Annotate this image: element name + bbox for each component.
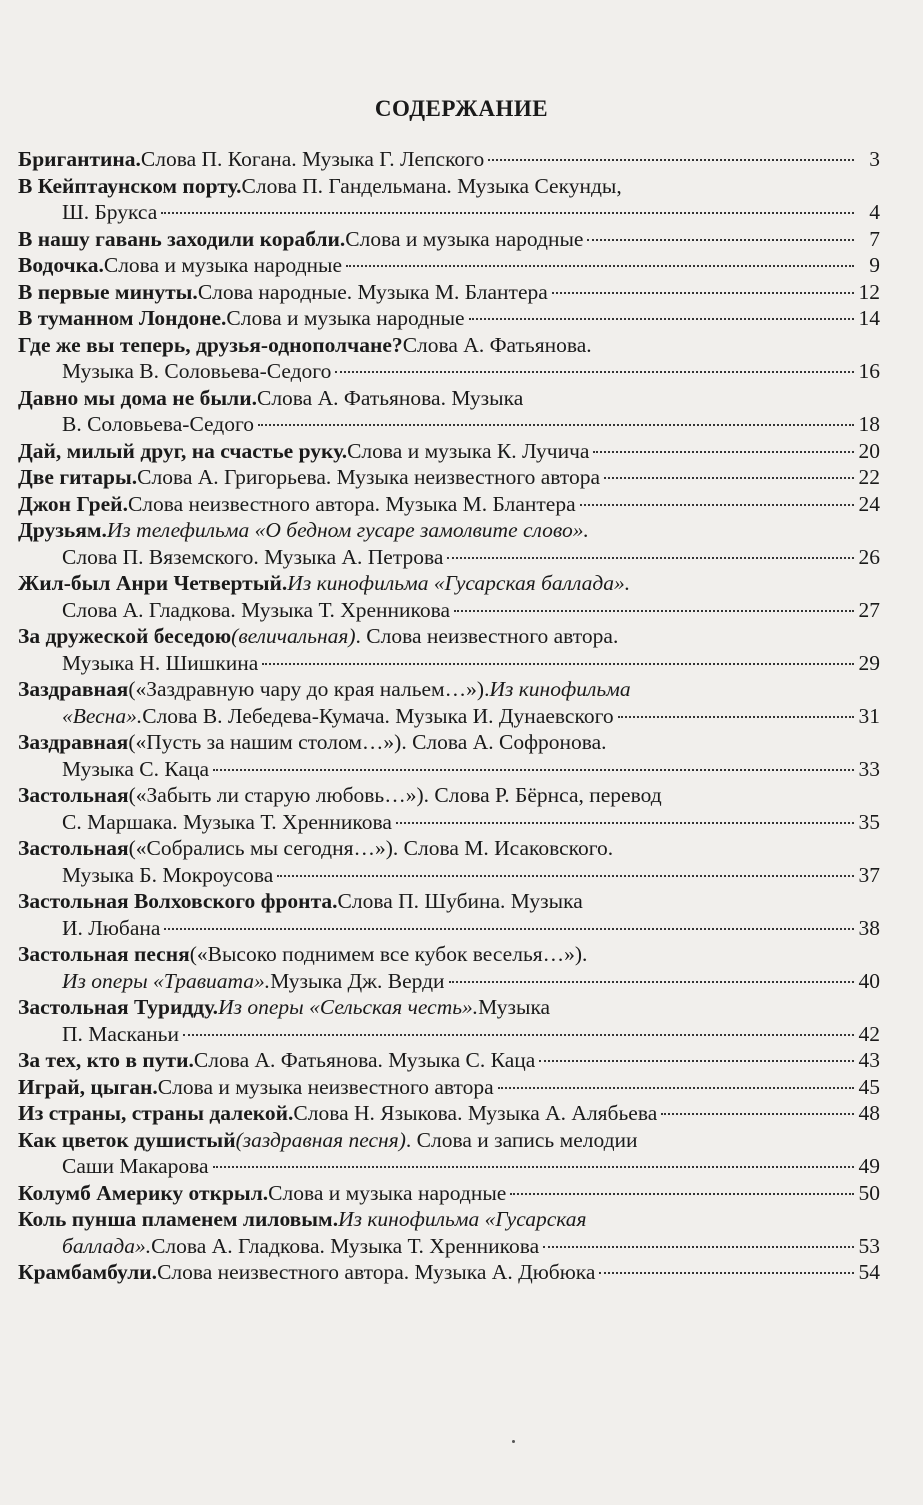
song-title: За тех, кто в пути.: [18, 1048, 194, 1072]
toc-line: [18, 517, 880, 544]
song-title: Застольная Волховского фронта.: [18, 889, 338, 913]
song-title: Давно мы дома не были.: [18, 385, 257, 410]
toc-line: [18, 676, 880, 703]
dot-leader: [498, 1087, 854, 1089]
toc-entry: [18, 1180, 880, 1207]
toc-line: [18, 544, 880, 571]
credits-text: («Заздравную чару до края нальем…»).: [128, 677, 490, 701]
page-number: 38: [858, 915, 880, 940]
credits-text: Слова А. Фатьянова.: [402, 332, 592, 357]
credits-text: Слова В. Лебедева-Кумача. Музыка И. Дунаевского: [142, 703, 614, 728]
credits-text: Ш. Брукса: [62, 200, 158, 224]
toc-entry: [18, 332, 880, 385]
song-title: В первые минуты.: [18, 279, 198, 304]
credits-text: Слова П. Гандельмана. Музыка Секунды,: [241, 173, 622, 198]
song-title: Коль пунша пламенем лиловым.: [18, 1207, 339, 1231]
page-number: 43: [858, 1048, 880, 1072]
toc-line: [18, 252, 880, 279]
source-note: Из телефильма «О бедном гусаре замолвите слово».: [106, 518, 589, 542]
toc-line: [18, 570, 880, 597]
source-note: Из кинофильма: [489, 677, 631, 701]
toc-line: [18, 1206, 880, 1233]
page-number: 50: [858, 1180, 880, 1205]
page-number: 35: [858, 809, 880, 834]
toc-entry: [18, 146, 880, 173]
dot-leader: [469, 318, 854, 320]
page-number: 27: [858, 597, 880, 622]
credits-text: . Слова и запись мелодии: [405, 1127, 638, 1152]
toc-line: [18, 464, 880, 491]
toc-line: [18, 703, 880, 730]
toc-line: [18, 915, 880, 942]
toc-line: [18, 968, 880, 995]
toc-line: [18, 1180, 880, 1207]
toc-entry: [18, 782, 880, 835]
toc-entry: [18, 1259, 880, 1286]
credits-text: . Слова неизвестного автора.: [355, 624, 619, 648]
dot-leader: [164, 928, 854, 930]
credits-text: И. Любана: [62, 915, 161, 940]
toc-line: [18, 146, 880, 173]
toc-entry: [18, 1206, 880, 1259]
toc-line: [18, 782, 880, 809]
song-title: Дай, милый друг, на счастье руку.: [18, 438, 348, 463]
credits-text: Музыка: [478, 995, 551, 1019]
toc-line: [18, 1127, 880, 1154]
toc-line: [18, 862, 880, 889]
song-title: Застольная: [18, 783, 129, 807]
credits-text: («Забыть ли старую любовь…»). Слова Р. Бёрнса, перевод: [128, 783, 662, 807]
song-title: Две гитары.: [18, 465, 138, 489]
toc-entry: [18, 491, 880, 518]
toc-line: [18, 1233, 880, 1260]
toc-entry: [18, 941, 880, 994]
page-number: 53: [858, 1233, 880, 1258]
toc-line: [18, 358, 880, 385]
toc-entry: [18, 173, 880, 226]
song-title: Джон Грей.: [18, 491, 128, 516]
page-title: СОДЕРЖАНИЕ: [374, 96, 549, 121]
song-title: Из страны, страны далекой.: [18, 1101, 294, 1125]
page-number: 48: [858, 1101, 880, 1125]
song-title: Жил-был Анри Четвертый.: [18, 571, 288, 595]
dot-leader: [593, 451, 854, 453]
credits-text: Слова П. Шубина. Музыка: [337, 889, 583, 913]
dot-leader: [447, 557, 854, 559]
page-number: 9: [869, 253, 880, 277]
credits-text: Слова А. Фатьянова. Музыка С. Каца: [193, 1048, 536, 1072]
dot-leader: [335, 371, 854, 373]
source-note: Из кинофильма «Гусарская: [338, 1207, 587, 1231]
credits-text: Слова и музыка народные: [103, 253, 343, 277]
dot-leader: [213, 769, 854, 771]
toc-line: [18, 305, 880, 332]
toc-line: [18, 1100, 880, 1127]
toc-line: [18, 729, 880, 756]
credits-text: Слова А. Фатьянова. Музыка: [256, 385, 524, 410]
toc-entry: [18, 623, 880, 676]
page-number: 37: [858, 862, 880, 887]
credits-text: Слова и музыка народные: [226, 306, 465, 330]
source-note: «Весна».: [62, 703, 143, 728]
dot-leader: [161, 212, 854, 214]
credits-text: Музыка В. Соловьева-Седого: [62, 359, 332, 383]
toc-line: [18, 623, 880, 650]
toc-entry: [18, 226, 880, 253]
toc-entry: [18, 1047, 880, 1074]
toc-line: [18, 597, 880, 624]
page-number: 12: [858, 279, 880, 304]
toc-line: [18, 809, 880, 836]
toc-line: [18, 411, 880, 438]
toc-line: [18, 491, 880, 518]
dot-leader: [183, 1034, 854, 1036]
dot-leader: [346, 265, 854, 267]
toc-line: [18, 1047, 880, 1074]
song-title: В Кейптаунском порту.: [18, 173, 242, 198]
page-number: 40: [858, 968, 880, 993]
dot-leader: [396, 822, 854, 824]
song-title: Застольная Туридду.: [18, 995, 219, 1019]
credits-text: Музыка Дж. Верди: [270, 968, 445, 993]
toc-entry: [18, 438, 880, 465]
toc-line: [18, 226, 880, 253]
credits-text: («Высоко поднимем все кубок веселья…»).: [189, 942, 588, 966]
page-number: 26: [858, 544, 880, 569]
credits-text: Слова народные. Музыка М. Блантера: [197, 279, 548, 304]
credits-text: Слова А. Григорьева. Музыка неизвестного автора: [137, 465, 601, 489]
song-title: Колумб Америку открыл.: [18, 1180, 269, 1205]
page-number: 42: [858, 1021, 880, 1046]
source-note: баллада».: [62, 1233, 152, 1258]
toc-entry: [18, 279, 880, 306]
toc-line: [18, 756, 880, 783]
toc-entry: [18, 1127, 880, 1180]
toc-entry: [18, 1100, 880, 1127]
dot-leader: [587, 239, 854, 241]
page-number: 22: [858, 465, 880, 489]
page-number: 24: [858, 491, 880, 516]
dot-leader: [618, 716, 854, 718]
credits-text: Слова неизвестного автора. Музыка А. Дюбюка: [157, 1260, 596, 1284]
toc-line: [18, 332, 880, 359]
toc-line: [18, 173, 880, 200]
dot-leader: [277, 875, 854, 877]
credits-text: Музыка С. Каца: [62, 756, 210, 781]
table-of-contents: [18, 146, 880, 1286]
page-number: 18: [858, 412, 880, 436]
credits-text: Слова П. Когана. Музыка Г. Лепского: [140, 147, 485, 171]
toc-entry: [18, 385, 880, 438]
page-number: 4: [869, 200, 880, 224]
credits-text: Музыка Н. Шишкина: [62, 650, 259, 675]
toc-line: [18, 650, 880, 677]
source-note: Из оперы «Травиата».: [62, 968, 271, 993]
credits-text: Слова Н. Языкова. Музыка А. Алябьева: [293, 1101, 658, 1125]
dot-leader: [449, 981, 854, 983]
toc-entry: [18, 252, 880, 279]
credits-text: С. Маршака. Музыка Т. Хренникова: [62, 809, 392, 834]
page-number: 45: [858, 1074, 880, 1099]
song-title: Играй, цыган.: [18, 1074, 158, 1099]
page-number: 20: [858, 438, 880, 463]
source-note: Из кинофильма «Гусарская баллада».: [287, 571, 631, 595]
toc-line: [18, 1074, 880, 1101]
toc-entry: [18, 305, 880, 332]
credits-text: Слова и музыка народные: [268, 1180, 507, 1205]
page-number: 54: [858, 1260, 880, 1284]
toc-line: [18, 994, 880, 1021]
credits-text: Слова П. Вяземского. Музыка А. Петрова: [62, 544, 444, 569]
toc-line: [18, 279, 880, 306]
credits-text: Слова и музыка К. Лучича: [347, 438, 590, 463]
toc-line: [18, 1153, 880, 1180]
credits-text: («Собрались мы сегодня…»). Слова М. Исаковского.: [128, 836, 614, 860]
toc-entry: [18, 729, 880, 782]
credits-text: В. Соловьева-Седого: [62, 412, 255, 436]
song-title: В нашу гавань заходили корабли.: [18, 226, 346, 251]
toc-line: [18, 1259, 880, 1286]
song-title: Друзьям.: [18, 518, 107, 542]
song-title: Крамбамбули.: [18, 1260, 158, 1284]
toc-entry: [18, 1074, 880, 1101]
song-title: За дружеской беседою: [18, 624, 232, 648]
song-title: Бригантина.: [18, 147, 141, 171]
credits-text: Слова и музыка народные: [345, 226, 584, 251]
credits-text: Саши Макарова: [62, 1154, 209, 1178]
page-number: 49: [858, 1154, 880, 1178]
song-title: Застольная: [18, 836, 129, 860]
song-title: Заздравная: [18, 730, 129, 754]
dot-leader: [510, 1193, 854, 1195]
page-speck: [512, 1440, 515, 1443]
credits-text: Слова А. Гладкова. Музыка Т. Хренникова: [151, 1233, 540, 1258]
source-note: Из оперы «Сельская честь».: [218, 995, 479, 1019]
page-number: 7: [869, 226, 880, 251]
dot-leader: [604, 477, 854, 479]
credits-text: П. Масканьи: [62, 1021, 179, 1046]
dot-leader: [543, 1246, 854, 1248]
toc-entry: [18, 835, 880, 888]
toc-entry: [18, 994, 880, 1047]
source-note: (величальная): [231, 624, 356, 648]
toc-entry: [18, 888, 880, 941]
credits-text: Музыка Б. Мокроусова: [62, 862, 274, 887]
credits-text: Слова и музыка неизвестного автора: [157, 1074, 494, 1099]
toc-line: [18, 941, 880, 968]
toc-entry: [18, 676, 880, 729]
dot-leader: [454, 610, 854, 612]
toc-entry: [18, 570, 880, 623]
dot-leader: [580, 504, 854, 506]
page-number: 33: [858, 756, 880, 781]
dot-leader: [539, 1060, 854, 1062]
toc-line: [18, 1021, 880, 1048]
source-note: (заздравная песня): [235, 1127, 406, 1152]
credits-text: Слова неизвестного автора. Музыка М. Блантера: [127, 491, 576, 516]
dot-leader: [213, 1166, 854, 1168]
toc-line: [18, 199, 880, 226]
song-title: Как цветок душистый: [18, 1127, 236, 1152]
song-title: В туманном Лондоне.: [18, 306, 227, 330]
toc-line: [18, 835, 880, 862]
toc-line: [18, 438, 880, 465]
page-number: 16: [858, 359, 880, 383]
song-title: Где же вы теперь, друзья-однополчане?: [18, 332, 403, 357]
dot-leader: [552, 292, 854, 294]
toc-entry: [18, 517, 880, 570]
credits-text: («Пусть за нашим столом…»). Слова А. Софронова.: [128, 730, 607, 754]
page-number: 14: [858, 306, 880, 330]
song-title: Застольная песня: [18, 942, 190, 966]
song-title: Водочка.: [18, 253, 104, 277]
toc-entry: [18, 464, 880, 491]
toc-line: [18, 888, 880, 915]
toc-line: [18, 385, 880, 412]
credits-text: Слова А. Гладкова. Музыка Т. Хренникова: [62, 597, 451, 622]
page-number: 3: [869, 147, 880, 171]
page-number: 29: [858, 650, 880, 675]
page-number: 31: [858, 703, 880, 728]
dot-leader: [661, 1113, 854, 1115]
song-title: Заздравная: [18, 677, 129, 701]
dot-leader: [599, 1272, 854, 1274]
dot-leader: [488, 159, 854, 161]
dot-leader: [258, 424, 854, 426]
dot-leader: [262, 663, 854, 665]
